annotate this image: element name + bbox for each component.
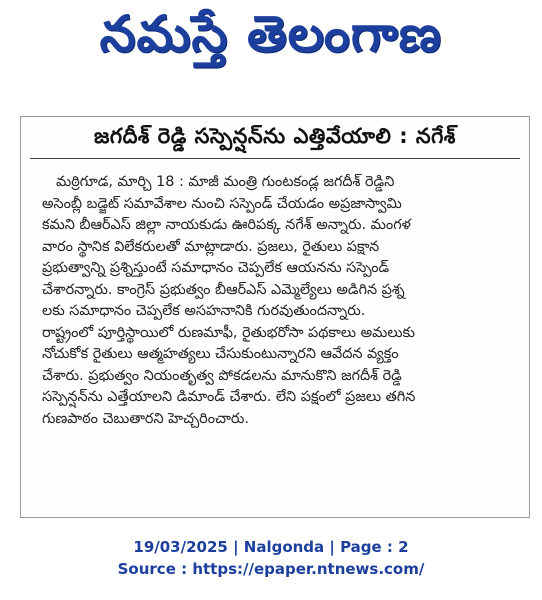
article-line: లకు సమాధానం చెప్పలేక అసహనానికి గురవుతుందన్నారు. (42, 303, 366, 319)
article-line: వారం స్థానిక విలేకరులతో మాట్లాడారు. ప్రజలు, రైతులు పక్షాన (42, 238, 380, 255)
article-line: కమని బీఆర్ఎస్ జిల్లా నాయకుడు ఊరిపక్క నగేశ్ అన్నారు. మంగళ (42, 217, 411, 233)
headline-divider (30, 158, 520, 159)
article-line: రాష్ట్రంలో పూర్తిస్థాయిలో రుణమాఫీ, రైతుభరోసా పథకాలు అమలుకు (42, 324, 416, 341)
masthead-title: నమస్తే తెలంగాణ (99, 4, 443, 63)
article-line: సస్పెన్షన్‌ను ఎత్తేయాలని డిమాండ్ చేశారు. లేని పక్షంలో ప్రజలు తగిన (42, 389, 416, 405)
article-line: అసెంబ్లీ బడ్జెట్ సమావేశాల నుంచి సస్పెండ్ చేయడం అప్రజాస్వామి (42, 195, 402, 212)
edition-info: 19/03/2025 | Nalgonda | Page : 2 (133, 538, 409, 556)
masthead-logo (0, 0, 542, 80)
article-line: చేశారన్నారు. కాంగ్రెస్ ప్రభుత్వం బీఆర్ఎస్ ఎమ్మెల్యేలు అడిగిన ప్రశ్న (42, 281, 405, 298)
article-line: నోచుకోక రైతులు ఆత్మహత్యలు చేసుకుంటున్నారని ఆవేదన వ్యక్తం (42, 346, 399, 362)
article-body (42, 172, 522, 430)
article-line: మఠ్రిగూడ, మార్చి 18 : మాజీ మంత్రి గుంటకండ్ల జగదీశ్ రెడ్డిని (56, 174, 395, 190)
article-headline: జగదీశ్ రెడ్డి సస్పెన్షన్‌ను ఎత్తివేయాలి : నగేశ్ (94, 124, 456, 148)
page-footer (0, 536, 542, 580)
source-link[interactable]: Source : https://epaper.ntnews.com/ (117, 560, 425, 578)
article-line: చేశారు. ప్రభుత్వం నియంతృత్వ పోకడలను మానుకొని జగదీశ్ రెడ్డి (42, 367, 402, 384)
article-line: ప్రభుత్వాన్ని ప్రశ్నిస్తుంటే సమాధానం చెప్పలేక ఆయనను సస్పెండ్ (42, 260, 390, 276)
article-line: గుణపాఠం చెబుతారని హెచ్చరించారు. (42, 410, 249, 427)
